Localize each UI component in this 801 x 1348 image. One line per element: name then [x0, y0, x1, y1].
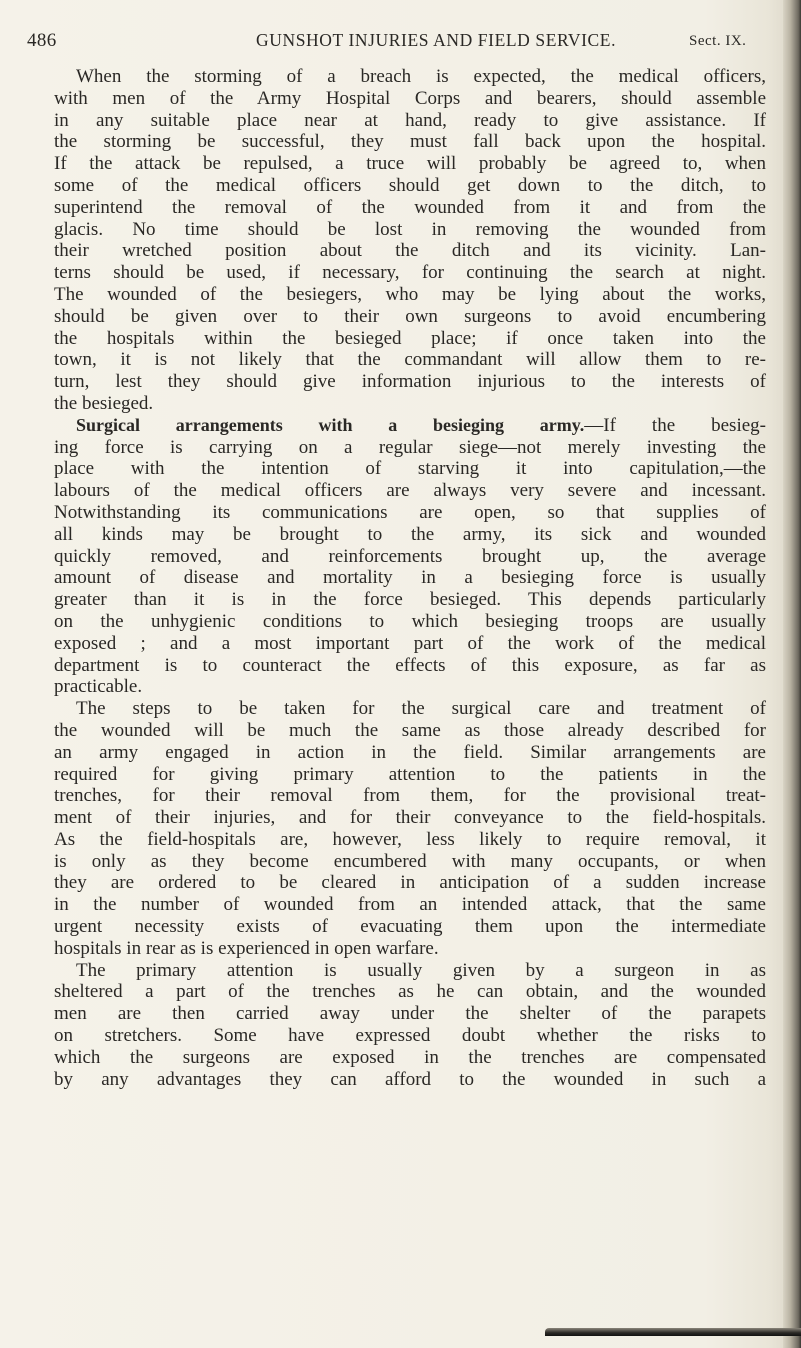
text-line	[54, 720, 766, 742]
line-text: labours of the medical officers are always very severe and incessant.	[54, 480, 766, 502]
line-text: in the number of wounded from an intended attack, that the same	[54, 894, 766, 916]
line-text: which the surgeons are exposed in the trenches are compensated	[54, 1046, 766, 1068]
text-line	[54, 1025, 766, 1047]
line-text: sheltered a part of the trenches as he can obtain, and the wounded	[54, 981, 766, 1003]
text-line	[54, 371, 766, 393]
line-text: —If the besieg-	[584, 414, 766, 436]
text-line	[54, 197, 766, 219]
text-line	[54, 851, 766, 873]
text-line	[54, 764, 766, 786]
line-text: When the storming of a breach is expected, the medical officers,	[76, 66, 766, 87]
text-line	[54, 676, 766, 698]
line-text: by any advantages they can afford to the wounded in such a	[54, 1068, 766, 1090]
line-text: urgent necessity exists of evacuating them upon the intermediate	[54, 916, 766, 938]
text-line	[54, 393, 766, 415]
text-line	[54, 960, 766, 982]
line-text: the hospitals within the besieged place; if once taken into the	[54, 327, 766, 349]
text-line	[54, 938, 766, 960]
section-label: Sect. IX.	[689, 33, 747, 49]
line-text: department is to counteract the effects of this exposure, as far as	[54, 654, 766, 676]
text-line	[54, 524, 766, 546]
line-text: ment of their injuries, and for their conveyance to the field-hospitals.	[54, 807, 766, 829]
line-text: the wounded will be much the same as those already described for	[54, 719, 766, 741]
line-text: amount of disease and mortality in a besieging force is usually	[54, 567, 766, 589]
text-line	[54, 742, 766, 764]
text-line	[54, 240, 766, 262]
text-line	[54, 437, 766, 459]
text-line	[54, 131, 766, 153]
text-line	[54, 284, 766, 306]
line-text: some of the medical officers should get down to the ditch, to	[54, 174, 766, 196]
body-text	[54, 66, 766, 1090]
text-line	[54, 262, 766, 284]
text-line	[54, 546, 766, 568]
page-edge-shadow	[783, 0, 801, 1348]
line-text: ing force is carrying on a regular siege—not merely investing the	[54, 436, 766, 458]
line-text: quickly removed, and reinforcements brought up, the average	[54, 545, 766, 567]
line-text: the storming be successful, they must fall back upon the hospital.	[54, 131, 766, 153]
text-line	[54, 1003, 766, 1025]
text-line	[54, 633, 766, 655]
text-line	[54, 829, 766, 851]
bottom-edge-rule	[545, 1328, 801, 1336]
line-text: they are ordered to be cleared in anticipation of a sudden increase	[54, 872, 766, 894]
line-text: The wounded of the besiegers, who may be lying about the works,	[54, 283, 766, 305]
line-text: required for giving primary attention to the patients in the	[54, 763, 766, 785]
line-text: The primary attention is usually given by a surgeon in as	[76, 959, 766, 981]
line-text: on the unhygienic conditions to which besieging troops are usually	[54, 610, 766, 632]
text-line	[54, 110, 766, 132]
text-line	[54, 1069, 766, 1091]
page-number: 486	[27, 30, 57, 51]
line-text: men are then carried away under the shelter of the parapets	[54, 1003, 766, 1025]
line-text: on stretchers. Some have expressed doubt whether the risks to	[54, 1025, 766, 1047]
line-text: place with the intention of starving it into capitulation,—the	[54, 458, 766, 480]
text-line	[54, 66, 766, 88]
text-line	[54, 981, 766, 1003]
text-line	[54, 415, 766, 437]
text-line	[54, 611, 766, 633]
line-text: glacis. No time should be lost in removing the wounded from	[54, 218, 766, 240]
text-line	[54, 175, 766, 197]
line-text: greater than it is in the force besieged. This depends particularly	[54, 589, 766, 611]
line-text: hospitals in rear as is experienced in open warfare.	[54, 937, 439, 959]
line-text: their wretched position about the ditch and its vicinity. Lan-	[54, 240, 766, 262]
text-line	[54, 916, 766, 938]
text-line	[54, 785, 766, 807]
line-text: with men of the Army Hospital Corps and bearers, should assemble	[54, 87, 766, 109]
line-text: The steps to be taken for the surgical care and treatment of	[76, 698, 766, 720]
text-line	[54, 894, 766, 916]
line-text: should be given over to their own surgeons to avoid encumbering	[54, 305, 766, 327]
text-line	[54, 567, 766, 589]
text-line	[54, 589, 766, 611]
line-text: As the field-hospitals are, however, less likely to require removal, it	[54, 828, 766, 850]
text-line	[54, 655, 766, 677]
text-line	[54, 1047, 766, 1069]
line-text: all kinds may be brought to the army, its sick and wounded	[54, 523, 766, 545]
line-text: turn, lest they should give information injurious to the interests of	[54, 371, 766, 393]
text-line	[54, 502, 766, 524]
text-line	[54, 458, 766, 480]
text-line	[54, 219, 766, 241]
line-text: the besieged.	[54, 392, 154, 414]
line-text: practicable.	[54, 676, 143, 698]
text-line	[54, 306, 766, 328]
line-text: in any suitable place near at hand, ready to give assistance. If	[54, 109, 766, 131]
text-line	[54, 480, 766, 502]
line-text: town, it is not likely that the commandant will allow them to re-	[54, 349, 766, 371]
line-text: exposed ; and a most important part of the work of the medical	[54, 632, 766, 654]
text-line	[54, 88, 766, 110]
line-text: is only as they become encumbered with many occupants, or when	[54, 850, 766, 872]
line-text: If the attack be repulsed, a truce will probably be agreed to, when	[54, 153, 766, 175]
running-head	[27, 30, 767, 58]
chapter-title: GUNSHOT INJURIES AND FIELD SERVICE.	[256, 30, 617, 50]
line-text: terns should be used, if necessary, for continuing the search at night.	[54, 262, 766, 284]
text-line	[54, 698, 766, 720]
text-line	[54, 872, 766, 894]
line-text: Notwithstanding its communications are open, so that supplies of	[54, 501, 766, 523]
line-text: an army engaged in action in the field. Similar arrangements are	[54, 741, 766, 763]
text-line	[54, 807, 766, 829]
line-text: superintend the removal of the wounded from it and from the	[54, 196, 766, 218]
line-text: trenches, for their removal from them, for the provisional treat-	[54, 785, 766, 807]
text-line	[54, 328, 766, 350]
text-line	[54, 153, 766, 175]
text-line	[54, 349, 766, 371]
section-heading: Surgical arrangements with a besieging army.	[76, 414, 585, 435]
